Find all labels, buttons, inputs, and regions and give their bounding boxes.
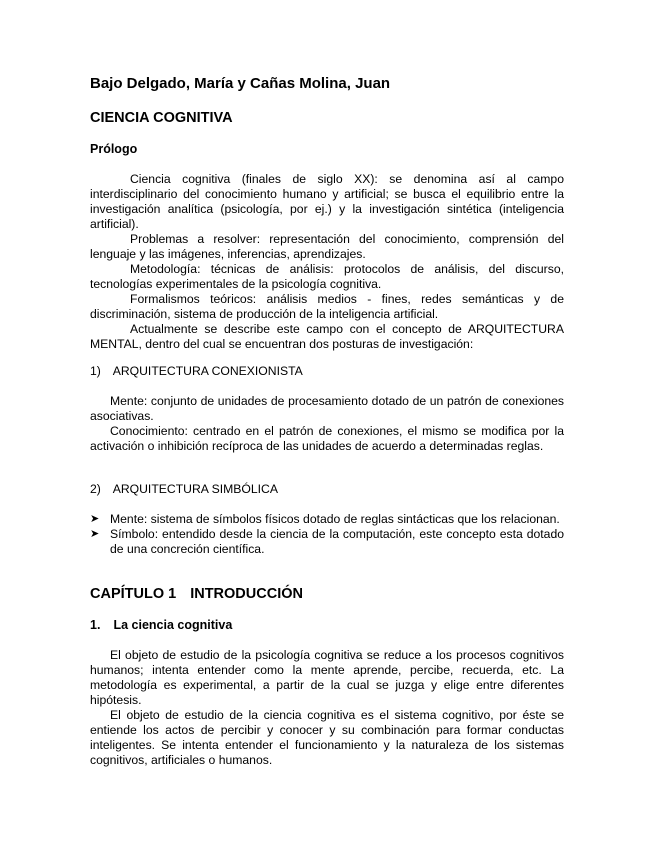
prologue-heading: Prólogo [90,142,138,156]
section1-paragraph: El objeto de estudio de la psicología cognitiva se reduce a los procesos cognitivos humanos; intenta entender como la mente aprende, percibe, recuerda, etc. La metodología es experimental, a partir de la cual se juzga y elige entre diferentes hipótesis. [90,648,564,707]
prologue-paragraph: Formalismos teóricos: análisis medios - fines, redes semánticas y de discriminación, sistema de producción de la inteligencia artificial. [90,292,564,321]
arrowhead-bullet-icon: ➤ [90,513,100,525]
prologue-paragraph: Actualmente se describe este campo con el concepto de ARQUITECTURA MENTAL, dentro del cual se encuentran dos posturas de investigación: [90,322,564,351]
arch2-heading [90,482,278,496]
bullet-text: Símbolo: entendido desde la ciencia de la computación, este concepto esta dotado de una concreción científica. [110,527,564,556]
section-heading [90,618,232,632]
arch1-paragraph: Conocimiento: centrado en el patrón de conexiones, el mismo se modifica por la activación o inhibición recíproca de las unidades de acuerdo a determinadas reglas. [90,424,564,453]
author-line: Bajo Delgado, María y Cañas Molina, Juan [90,75,391,92]
chapter-number: CAPÍTULO 1 [90,586,177,602]
arch2-number: 2) [90,482,101,496]
chapter-title: INTRODUCCIÓN [190,586,303,602]
section1-paragraph: El objeto de estudio de la ciencia cognitiva es el sistema cognitivo, por éste se entiende los actos de percibir y conocer y su combinación para formar conductas inteligentes. Se intenta entender el funcionamiento y la naturaleza de los sistemas cognitivos, artificiales o humanos. [90,708,564,767]
prologue-paragraph: Problemas a resolver: representación del conocimiento, comprensión del lenguaje y las imágenes, inferencias, aprendizajes. [90,232,564,261]
list-item [90,527,564,557]
arch2-bullet-list [90,512,564,557]
arch1-number: 1) [90,364,101,378]
section1-body [90,648,564,768]
arch1-heading [90,364,303,378]
document-title: CIENCIA COGNITIVA [90,110,233,126]
arrowhead-bullet-icon: ➤ [90,528,100,540]
list-item [90,512,564,527]
section-title: La ciencia cognitiva [113,618,233,632]
bullet-text: Mente: sistema de símbolos físicos dotado de reglas sintácticas que los relacionan. [110,512,560,526]
prologue-body [90,172,564,352]
prologue-paragraph: Metodología: técnicas de análisis: protocolos de análisis, del discurso, tecnologías experimentales de la psicología cognitiva. [90,262,564,291]
section-number: 1. [90,618,101,632]
prologue-paragraph: Ciencia cognitiva (finales de siglo XX): se denomina así al campo interdisciplinario del conocimiento humano y artificial; se busca el equilibrio entre la investigación analítica (psicología, por ej.) y la investigación sintética (inteligencia artificial). [90,172,564,231]
arch2-title: ARQUITECTURA SIMBÓLICA [112,482,278,496]
arch1-body [90,394,564,454]
arch1-paragraph: Mente: conjunto de unidades de procesamiento dotado de un patrón de conexiones asociativas. [90,394,564,423]
chapter-heading [90,586,303,602]
arch1-title: ARQUITECTURA CONEXIONISTA [112,364,303,378]
